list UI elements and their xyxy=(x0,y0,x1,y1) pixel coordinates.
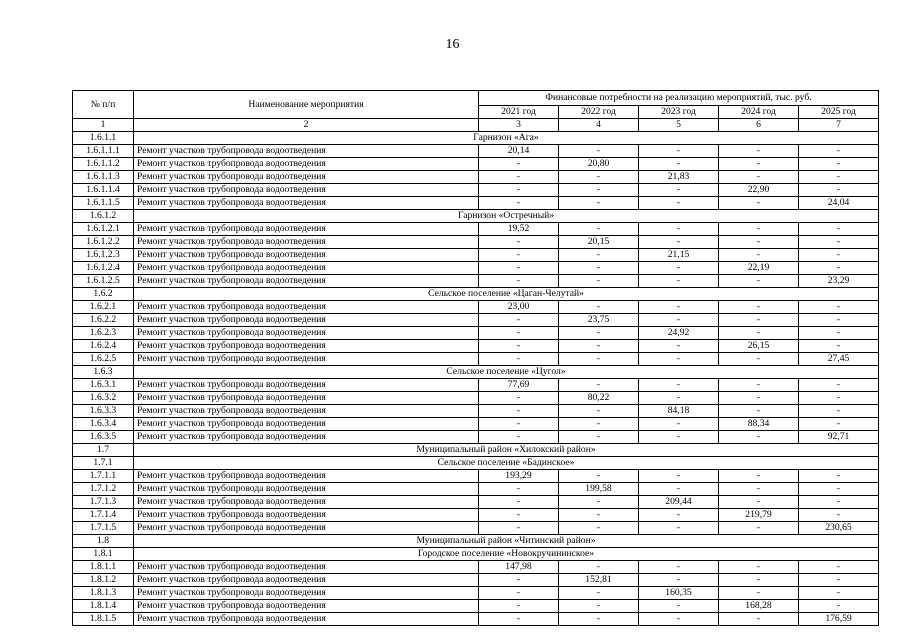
row-number: 1.8 xyxy=(73,535,134,548)
value-cell: - xyxy=(479,249,559,262)
value-cell: - xyxy=(799,379,879,392)
value-cell: 77,69 xyxy=(479,379,559,392)
value-cell: - xyxy=(719,574,799,587)
value-cell: - xyxy=(479,600,559,613)
table-row xyxy=(73,509,879,522)
value-cell: - xyxy=(479,431,559,444)
row-number: 1.7 xyxy=(73,444,134,457)
value-cell: 176,59 xyxy=(799,613,879,626)
table-row xyxy=(73,405,879,418)
value-cell: - xyxy=(799,171,879,184)
value-cell: 92,71 xyxy=(799,431,879,444)
value-cell: - xyxy=(639,236,719,249)
value-cell: - xyxy=(639,600,719,613)
value-cell: - xyxy=(479,327,559,340)
activity-name: Ремонт участков трубопровода водоотведения xyxy=(134,145,479,158)
table-row xyxy=(73,379,879,392)
value-cell: 230,65 xyxy=(799,522,879,535)
activity-name: Ремонт участков трубопровода водоотведения xyxy=(134,509,479,522)
col-number: 6 xyxy=(719,119,799,132)
value-cell: 24,92 xyxy=(639,327,719,340)
header-finance: Финансовые потребности на реализацию мероприятий, тыс. руб. xyxy=(479,91,879,106)
value-cell: - xyxy=(799,301,879,314)
value-cell: - xyxy=(719,236,799,249)
value-cell: - xyxy=(719,613,799,626)
activity-name: Ремонт участков трубопровода водоотведения xyxy=(134,314,479,327)
table-row xyxy=(73,600,879,613)
table-row xyxy=(73,574,879,587)
table-row xyxy=(73,236,879,249)
value-cell: - xyxy=(559,145,639,158)
value-cell: - xyxy=(719,145,799,158)
value-cell: - xyxy=(559,249,639,262)
value-cell: - xyxy=(639,392,719,405)
value-cell: - xyxy=(719,171,799,184)
value-cell: - xyxy=(639,184,719,197)
value-cell: - xyxy=(719,392,799,405)
activity-name: Ремонт участков трубопровода водоотведения xyxy=(134,223,479,236)
table-row xyxy=(73,262,879,275)
value-cell: - xyxy=(559,275,639,288)
value-cell: 88,34 xyxy=(719,418,799,431)
page-number: 16 xyxy=(445,37,460,52)
value-cell: - xyxy=(719,197,799,210)
value-cell: 27,45 xyxy=(799,353,879,366)
row-number: 1.6.3.2 xyxy=(73,392,134,405)
value-cell: - xyxy=(479,405,559,418)
value-cell: - xyxy=(479,574,559,587)
activity-name: Ремонт участков трубопровода водоотведения xyxy=(134,418,479,431)
row-number: 1.6.3 xyxy=(73,366,134,379)
value-cell: 20,15 xyxy=(559,236,639,249)
value-cell: - xyxy=(479,587,559,600)
value-cell: - xyxy=(639,431,719,444)
value-cell: - xyxy=(799,392,879,405)
section-title: Сельское поселение «Цугол» xyxy=(134,366,879,379)
row-number: 1.7.1.2 xyxy=(73,483,134,496)
value-cell: - xyxy=(559,197,639,210)
section-row xyxy=(73,210,879,223)
activity-name: Ремонт участков трубопровода водоотведения xyxy=(134,470,479,483)
value-cell: 24,04 xyxy=(799,197,879,210)
row-number: 1.6.1.2 xyxy=(73,210,134,223)
activity-name: Ремонт участков трубопровода водоотведения xyxy=(134,483,479,496)
value-cell: - xyxy=(799,509,879,522)
row-number: 1.8.1.5 xyxy=(73,613,134,626)
value-cell: - xyxy=(639,470,719,483)
value-cell: - xyxy=(639,483,719,496)
value-cell: - xyxy=(799,327,879,340)
value-cell: - xyxy=(799,418,879,431)
activity-name: Ремонт участков трубопровода водоотведения xyxy=(134,431,479,444)
value-cell: - xyxy=(479,236,559,249)
value-cell: - xyxy=(719,301,799,314)
table-row xyxy=(73,197,879,210)
value-cell: - xyxy=(639,145,719,158)
value-cell: - xyxy=(719,587,799,600)
col-number: 5 xyxy=(639,119,719,132)
header-year: 2021 год xyxy=(479,106,559,119)
table-row xyxy=(73,301,879,314)
row-number: 1.8.1.1 xyxy=(73,561,134,574)
value-cell: - xyxy=(639,418,719,431)
row-number: 1.6.1.1.5 xyxy=(73,197,134,210)
section-row xyxy=(73,132,879,145)
value-cell: - xyxy=(799,574,879,587)
value-cell: - xyxy=(799,496,879,509)
col-number: 7 xyxy=(799,119,879,132)
value-cell: 20,14 xyxy=(479,145,559,158)
value-cell: - xyxy=(479,171,559,184)
value-cell: - xyxy=(719,353,799,366)
activity-name: Ремонт участков трубопровода водоотведения xyxy=(134,327,479,340)
value-cell: - xyxy=(639,561,719,574)
value-cell: - xyxy=(479,418,559,431)
section-title: Гарнизон «Ага» xyxy=(134,132,879,145)
table-row xyxy=(73,171,879,184)
value-cell: - xyxy=(559,613,639,626)
activity-name: Ремонт участков трубопровода водоотведения xyxy=(134,158,479,171)
value-cell: - xyxy=(479,496,559,509)
value-cell: - xyxy=(559,496,639,509)
value-cell: - xyxy=(479,509,559,522)
value-cell: - xyxy=(799,158,879,171)
row-number: 1.7.1.1 xyxy=(73,470,134,483)
activity-name: Ремонт участков трубопровода водоотведения xyxy=(134,522,479,535)
value-cell: 23,29 xyxy=(799,275,879,288)
value-cell: - xyxy=(639,353,719,366)
value-cell: 168,28 xyxy=(719,600,799,613)
row-number: 1.6.2 xyxy=(73,288,134,301)
activity-name: Ремонт участков трубопровода водоотведения xyxy=(134,236,479,249)
value-cell: - xyxy=(479,197,559,210)
value-cell: - xyxy=(479,262,559,275)
value-cell: - xyxy=(559,353,639,366)
value-cell: - xyxy=(559,262,639,275)
value-cell: - xyxy=(559,223,639,236)
header-num: № п/п xyxy=(73,91,134,119)
activity-name: Ремонт участков трубопровода водоотведения xyxy=(134,392,479,405)
value-cell: - xyxy=(719,431,799,444)
table-row xyxy=(73,223,879,236)
row-number: 1.6.2.2 xyxy=(73,314,134,327)
value-cell: - xyxy=(799,470,879,483)
row-number: 1.6.1.2.1 xyxy=(73,223,134,236)
value-cell: 193,29 xyxy=(479,470,559,483)
value-cell: 152,81 xyxy=(559,574,639,587)
value-cell: 147,98 xyxy=(479,561,559,574)
value-cell: - xyxy=(799,249,879,262)
table-row xyxy=(73,158,879,171)
col-number: 2 xyxy=(134,119,479,132)
row-number: 1.6.2.3 xyxy=(73,327,134,340)
section-title: Гарнизон «Остречный» xyxy=(134,210,879,223)
activity-name: Ремонт участков трубопровода водоотведения xyxy=(134,197,479,210)
value-cell: - xyxy=(639,522,719,535)
value-cell: - xyxy=(799,405,879,418)
value-cell: - xyxy=(559,327,639,340)
activity-name: Ремонт участков трубопровода водоотведения xyxy=(134,301,479,314)
value-cell: - xyxy=(719,158,799,171)
section-row xyxy=(73,288,879,301)
value-cell: - xyxy=(719,379,799,392)
value-cell: - xyxy=(559,587,639,600)
value-cell: - xyxy=(559,301,639,314)
value-cell: 23,00 xyxy=(479,301,559,314)
value-cell: 219,79 xyxy=(719,509,799,522)
value-cell: 21,83 xyxy=(639,171,719,184)
section-title: Городское поселение «Новокручининское» xyxy=(134,548,879,561)
value-cell: - xyxy=(559,418,639,431)
row-number: 1.6.1.1.2 xyxy=(73,158,134,171)
value-cell: - xyxy=(799,561,879,574)
section-row xyxy=(73,548,879,561)
section-title: Муниципальный район «Читинский район» xyxy=(134,535,879,548)
activity-name: Ремонт участков трубопровода водоотведения xyxy=(134,613,479,626)
activity-name: Ремонт участков трубопровода водоотведения xyxy=(134,600,479,613)
value-cell: 80,22 xyxy=(559,392,639,405)
table-row xyxy=(73,483,879,496)
value-cell: - xyxy=(559,379,639,392)
row-number: 1.8.1.2 xyxy=(73,574,134,587)
value-cell: 20,80 xyxy=(559,158,639,171)
table-row xyxy=(73,431,879,444)
value-cell: - xyxy=(559,171,639,184)
activity-name: Ремонт участков трубопровода водоотведения xyxy=(134,184,479,197)
value-cell: 199,58 xyxy=(559,483,639,496)
header-name: Наименование мероприятия xyxy=(134,91,479,119)
table-row xyxy=(73,249,879,262)
value-cell: - xyxy=(479,275,559,288)
row-number: 1.6.2.4 xyxy=(73,340,134,353)
value-cell: - xyxy=(799,236,879,249)
value-cell: - xyxy=(719,522,799,535)
section-title: Сельское поселение «Бадинское» xyxy=(134,457,879,470)
value-cell: - xyxy=(559,340,639,353)
col-number: 3 xyxy=(479,119,559,132)
col-number: 4 xyxy=(559,119,639,132)
activity-name: Ремонт участков трубопровода водоотведения xyxy=(134,171,479,184)
row-number: 1.6.3.3 xyxy=(73,405,134,418)
value-cell: - xyxy=(719,405,799,418)
row-number: 1.7.1.3 xyxy=(73,496,134,509)
value-cell: - xyxy=(559,184,639,197)
value-cell: - xyxy=(559,561,639,574)
value-cell: - xyxy=(799,262,879,275)
section-title: Муниципальный район «Хилокский район» xyxy=(134,444,879,457)
value-cell: - xyxy=(639,262,719,275)
value-cell: - xyxy=(799,340,879,353)
col-number: 1 xyxy=(73,119,134,132)
header-year: 2024 год xyxy=(719,106,799,119)
activity-name: Ремонт участков трубопровода водоотведения xyxy=(134,275,479,288)
value-cell: - xyxy=(559,405,639,418)
financial-needs-table xyxy=(72,90,879,626)
value-cell: - xyxy=(479,613,559,626)
activity-name: Ремонт участков трубопровода водоотведения xyxy=(134,340,479,353)
activity-name: Ремонт участков трубопровода водоотведения xyxy=(134,561,479,574)
value-cell: - xyxy=(799,223,879,236)
table-row xyxy=(73,145,879,158)
activity-name: Ремонт участков трубопровода водоотведения xyxy=(134,574,479,587)
row-number: 1.6.1.1.1 xyxy=(73,145,134,158)
row-number: 1.6.1.1.3 xyxy=(73,171,134,184)
value-cell: - xyxy=(479,314,559,327)
activity-name: Ремонт участков трубопровода водоотведения xyxy=(134,405,479,418)
row-number: 1.6.1.2.2 xyxy=(73,236,134,249)
value-cell: - xyxy=(799,145,879,158)
value-cell: 19,52 xyxy=(479,223,559,236)
value-cell: - xyxy=(639,613,719,626)
table-row xyxy=(73,496,879,509)
value-cell: - xyxy=(479,353,559,366)
value-cell: - xyxy=(479,184,559,197)
value-cell: - xyxy=(719,496,799,509)
row-number: 1.6.1.2.3 xyxy=(73,249,134,262)
value-cell: - xyxy=(719,483,799,496)
activity-name: Ремонт участков трубопровода водоотведения xyxy=(134,496,479,509)
table-row xyxy=(73,184,879,197)
header-year: 2025 год xyxy=(799,106,879,119)
header-year: 2023 год xyxy=(639,106,719,119)
value-cell: - xyxy=(799,314,879,327)
table-row xyxy=(73,340,879,353)
value-cell: - xyxy=(719,327,799,340)
row-number: 1.6.3.1 xyxy=(73,379,134,392)
row-number: 1.8.1.4 xyxy=(73,600,134,613)
value-cell: - xyxy=(559,509,639,522)
row-number: 1.8.1.3 xyxy=(73,587,134,600)
table-row xyxy=(73,353,879,366)
section-row xyxy=(73,535,879,548)
section-title: Сельское поселение «Цаган-Челутай» xyxy=(134,288,879,301)
value-cell: 22,90 xyxy=(719,184,799,197)
value-cell: - xyxy=(799,184,879,197)
section-row xyxy=(73,366,879,379)
value-cell: - xyxy=(719,470,799,483)
table-row xyxy=(73,418,879,431)
row-number: 1.6.2.5 xyxy=(73,353,134,366)
value-cell: - xyxy=(799,483,879,496)
value-cell: - xyxy=(719,223,799,236)
section-row xyxy=(73,457,879,470)
row-number: 1.6.1.2.5 xyxy=(73,275,134,288)
table-row xyxy=(73,561,879,574)
row-number: 1.6.3.4 xyxy=(73,418,134,431)
value-cell: 209,44 xyxy=(639,496,719,509)
value-cell: - xyxy=(639,197,719,210)
table-row xyxy=(73,587,879,600)
value-cell: - xyxy=(639,158,719,171)
value-cell: - xyxy=(479,522,559,535)
activity-name: Ремонт участков трубопровода водоотведения xyxy=(134,249,479,262)
value-cell: - xyxy=(639,223,719,236)
value-cell: - xyxy=(639,509,719,522)
value-cell: 160,35 xyxy=(639,587,719,600)
value-cell: - xyxy=(639,314,719,327)
row-number: 1.6.3.5 xyxy=(73,431,134,444)
value-cell: - xyxy=(639,301,719,314)
value-cell: 21,15 xyxy=(639,249,719,262)
activity-name: Ремонт участков трубопровода водоотведения xyxy=(134,262,479,275)
section-row xyxy=(73,444,879,457)
table-row xyxy=(73,392,879,405)
value-cell: - xyxy=(719,561,799,574)
table-row xyxy=(73,314,879,327)
table-row xyxy=(73,327,879,340)
value-cell: - xyxy=(799,600,879,613)
value-cell: - xyxy=(719,314,799,327)
value-cell: 26,15 xyxy=(719,340,799,353)
row-number: 1.7.1.4 xyxy=(73,509,134,522)
value-cell: - xyxy=(479,483,559,496)
value-cell: - xyxy=(639,275,719,288)
row-number: 1.6.1.1 xyxy=(73,132,134,145)
value-cell: - xyxy=(639,574,719,587)
value-cell: - xyxy=(559,431,639,444)
activity-name: Ремонт участков трубопровода водоотведения xyxy=(134,353,479,366)
table-row xyxy=(73,522,879,535)
value-cell: - xyxy=(719,275,799,288)
row-number: 1.7.1 xyxy=(73,457,134,470)
header-year: 2022 год xyxy=(559,106,639,119)
table-body xyxy=(73,132,879,626)
value-cell: - xyxy=(559,600,639,613)
table-row xyxy=(73,470,879,483)
value-cell: - xyxy=(719,249,799,262)
table-row xyxy=(73,275,879,288)
row-number: 1.6.1.1.4 xyxy=(73,184,134,197)
value-cell: - xyxy=(479,392,559,405)
activity-name: Ремонт участков трубопровода водоотведения xyxy=(134,379,479,392)
table-row xyxy=(73,613,879,626)
value-cell: - xyxy=(559,522,639,535)
value-cell: - xyxy=(799,587,879,600)
value-cell: 84,18 xyxy=(639,405,719,418)
value-cell: - xyxy=(479,158,559,171)
value-cell: - xyxy=(639,340,719,353)
row-number: 1.8.1 xyxy=(73,548,134,561)
value-cell: - xyxy=(639,379,719,392)
activity-name: Ремонт участков трубопровода водоотведения xyxy=(134,587,479,600)
row-number: 1.6.2.1 xyxy=(73,301,134,314)
value-cell: 22,19 xyxy=(719,262,799,275)
row-number: 1.7.1.5 xyxy=(73,522,134,535)
value-cell: 23,75 xyxy=(559,314,639,327)
value-cell: - xyxy=(479,340,559,353)
value-cell: - xyxy=(559,470,639,483)
row-number: 1.6.1.2.4 xyxy=(73,262,134,275)
